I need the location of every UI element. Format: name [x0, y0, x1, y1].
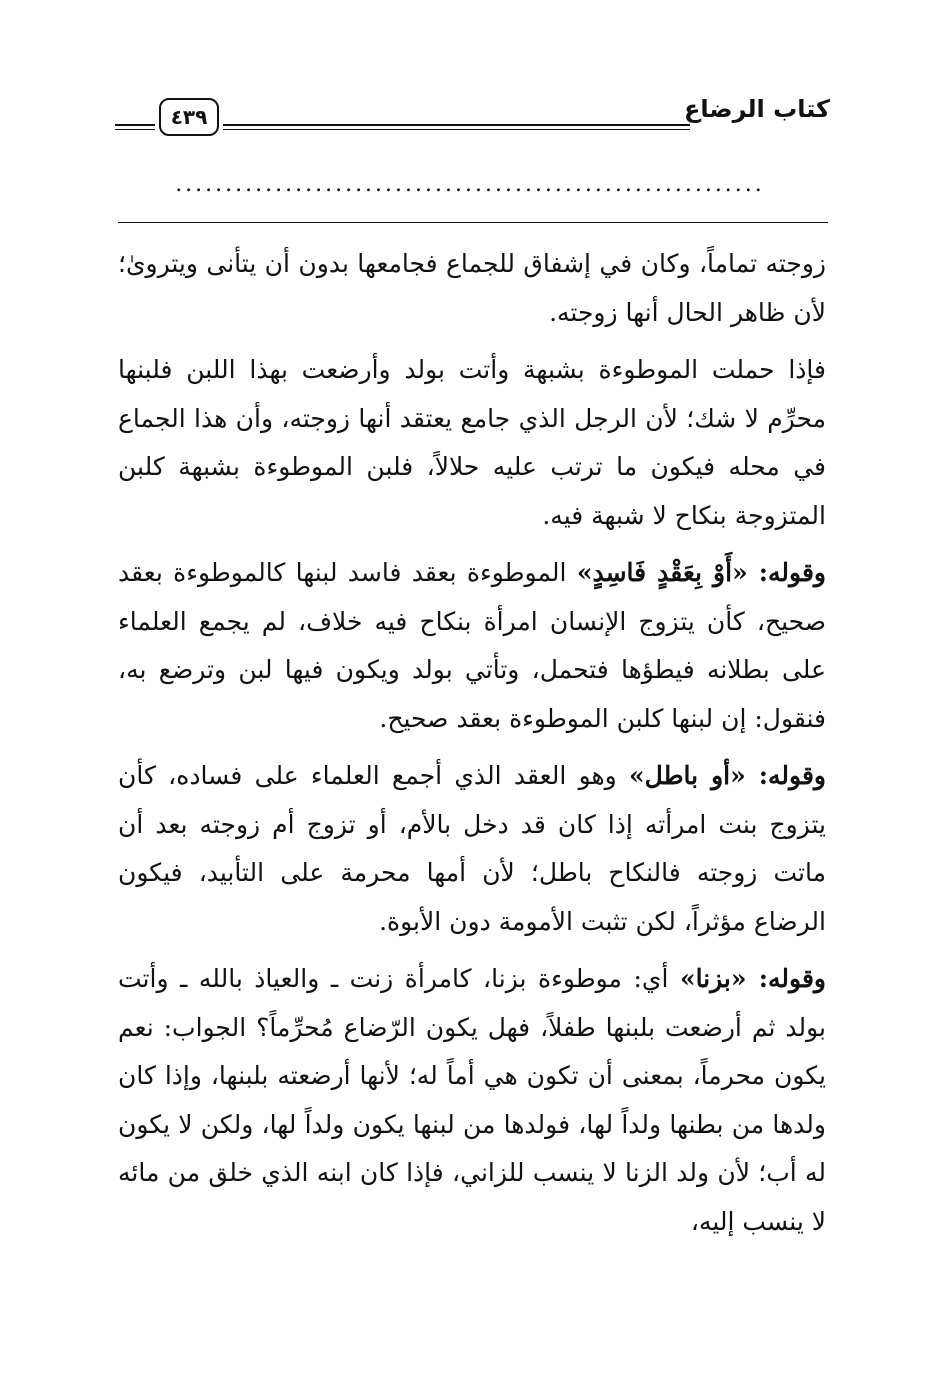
- running-header: [115, 88, 830, 148]
- paragraph-label: وقوله:: [745, 761, 826, 790]
- separator-line: [118, 222, 828, 223]
- header-rule-right: [223, 124, 690, 130]
- paragraph-text: أي: موطوءة بزنا، كامرأة زنت ـ والعياذ بالله ـ وأتت بولد ثم أرضعت بلبنها طفلاً، فهل يكون الرّضاع مُحرِّماً؟ الجواب: نعم يكون محرماً، بمعنى أن تكون هي أماً له؛ لأنها أرضعته بلبنها، وإذا كان ولدها من بطنها ولداً لها، فولدها من لبنها يكون ولداً لها، ولكن لا يكون له أب؛ لأن ولد الزنا لا ينسب للزاني، فإذا كان ابنه الذي خلق من مائه لا ينسب إليه،: [118, 964, 826, 1236]
- paragraph-5: [118, 955, 826, 1246]
- paragraph-text: الموطوءة بعقد فاسد لبنها كالموطوءة بعقد صحيح، كأن يتزوج الإنسان امرأة بنكاح فيه خلاف، لم يجمع العلماء على بطلانه فيطؤها فتحمل، وتأتي بولد ويكون فيها لبن وترضع به، فنقول: إن لبنها كلبن الموطوءة بعقد صحيح.: [118, 558, 826, 733]
- header-title: كتاب الرضاع: [683, 95, 830, 123]
- paragraph-label: وقوله:: [747, 558, 826, 587]
- quoted-phrase: «أو باطل»: [629, 761, 746, 790]
- quoted-phrase: «بزنا»: [679, 964, 747, 993]
- paragraph-1: [118, 240, 826, 337]
- paragraph-2: [118, 346, 826, 540]
- paragraph-text: وهو العقد الذي أجمع العلماء على فساده، كأن يتزوج بنت امرأته إذا كان قد دخل بالأم، أو تزوج أم زوجته بعد أن ماتت زوجته فالنكاح باطل؛ لأن أمها محرمة على التأبيد، فيكون الرضاع مؤثراً، لكن تثبت الأمومة دون الأبوة.: [118, 761, 826, 936]
- paragraph-4: [118, 752, 826, 946]
- quoted-phrase: «أَوْ بِعَقْدٍ فَاسِدٍ»: [576, 558, 748, 587]
- paragraph-label: وقوله:: [746, 964, 826, 993]
- page-number: ٤٣٩: [159, 98, 219, 136]
- paragraph-text: زوجته تماماً، وكان في إشفاق للجماع فجامعها بدون أن يتأنى ويتروىٰ؛ لأن ظاهر الحال أنها زوجته.: [118, 249, 826, 327]
- paragraph-3: [118, 549, 826, 743]
- paragraph-text: فإذا حملت الموطوءة بشبهة وأتت بولد وأرضعت بهذا اللبن فلبنها محرِّم لا شك؛ لأن الرجل الذي جامع يعتقد أنها زوجته، وأن هذا الجماع في محله فيكون ما ترتب عليه حلالاً، فلبن الموطوءة بشبهة كلبن المتزوجة بنكاح لا شبهة فيه.: [118, 355, 826, 530]
- footnote-dots: ...........................................................: [175, 172, 765, 197]
- header-rule-left: [115, 124, 155, 130]
- body-text: [118, 240, 826, 1255]
